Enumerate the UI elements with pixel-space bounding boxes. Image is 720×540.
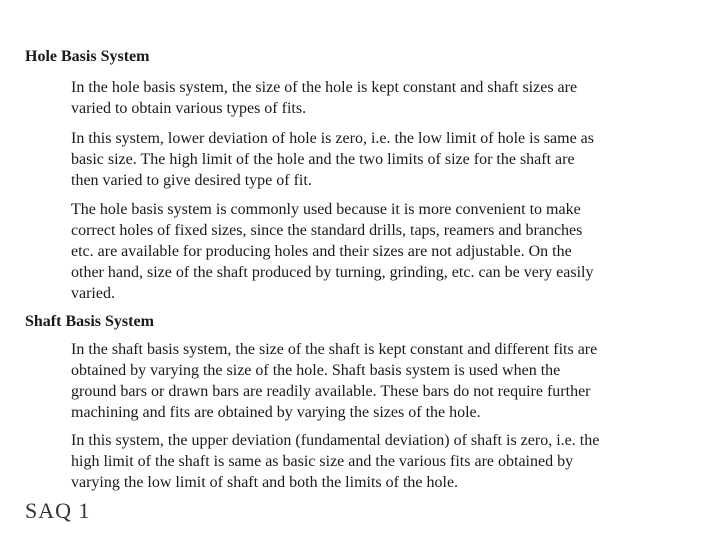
truncated-heading-text: SAQ 1 — [25, 498, 91, 523]
paragraph-shaft-basis-definition — [71, 339, 671, 423]
paragraph-hole-basis-usage — [71, 199, 671, 304]
text-line: basic size. The high limit of the hole and the two limits of size for the shaft are — [71, 151, 575, 168]
text-line: then varied to give desired type of fit. — [71, 172, 312, 189]
paragraph-shaft-basis-deviation — [71, 430, 671, 493]
text-line: varied. — [71, 285, 115, 302]
text-line: ground bars or drawn bars are readily available. These bars do not require further — [71, 383, 591, 400]
text-line: The hole basis system is commonly used because it is more convenient to make — [71, 201, 581, 218]
text-line: varying the low limit of shaft and both the limits of the hole. — [71, 474, 459, 491]
text-line: In the hole basis system, the size of the hole is kept constant and shaft sizes are — [71, 79, 578, 96]
text-line: etc. are available for producing holes and their sizes are not adjustable. On the — [71, 243, 572, 260]
paragraph-hole-basis-definition — [71, 77, 671, 119]
text-line: In this system, the upper deviation (fundamental deviation) of shaft is zero, i.e. the — [71, 432, 600, 449]
text-line: correct holes of fixed sizes, since the standard drills, taps, reamers and branches — [71, 222, 583, 239]
text-line: In the shaft basis system, the size of the shaft is kept constant and different fits are — [71, 341, 598, 358]
truncated-next-heading — [25, 494, 145, 523]
text-line: varied to obtain various types of fits. — [71, 100, 307, 117]
text-line: high limit of the shaft is same as basic size and the various fits are obtained by — [71, 453, 574, 470]
text-line: machining and fits are obtained by varying the sizes of the hole. — [71, 404, 481, 421]
paragraph-hole-basis-deviation — [71, 128, 671, 191]
text-line: other hand, size of the shaft produced by turning, grinding, etc. can be very easily — [71, 264, 594, 281]
text-line: In this system, lower deviation of hole is zero, i.e. the low limit of hole is same as — [71, 130, 595, 147]
text-line: obtained by varying the size of the hole. Shaft basis system is used when the — [71, 362, 561, 379]
section-heading-hole-basis: Hole Basis System — [25, 48, 150, 65]
section-heading-shaft-basis: Shaft Basis System — [25, 313, 154, 330]
